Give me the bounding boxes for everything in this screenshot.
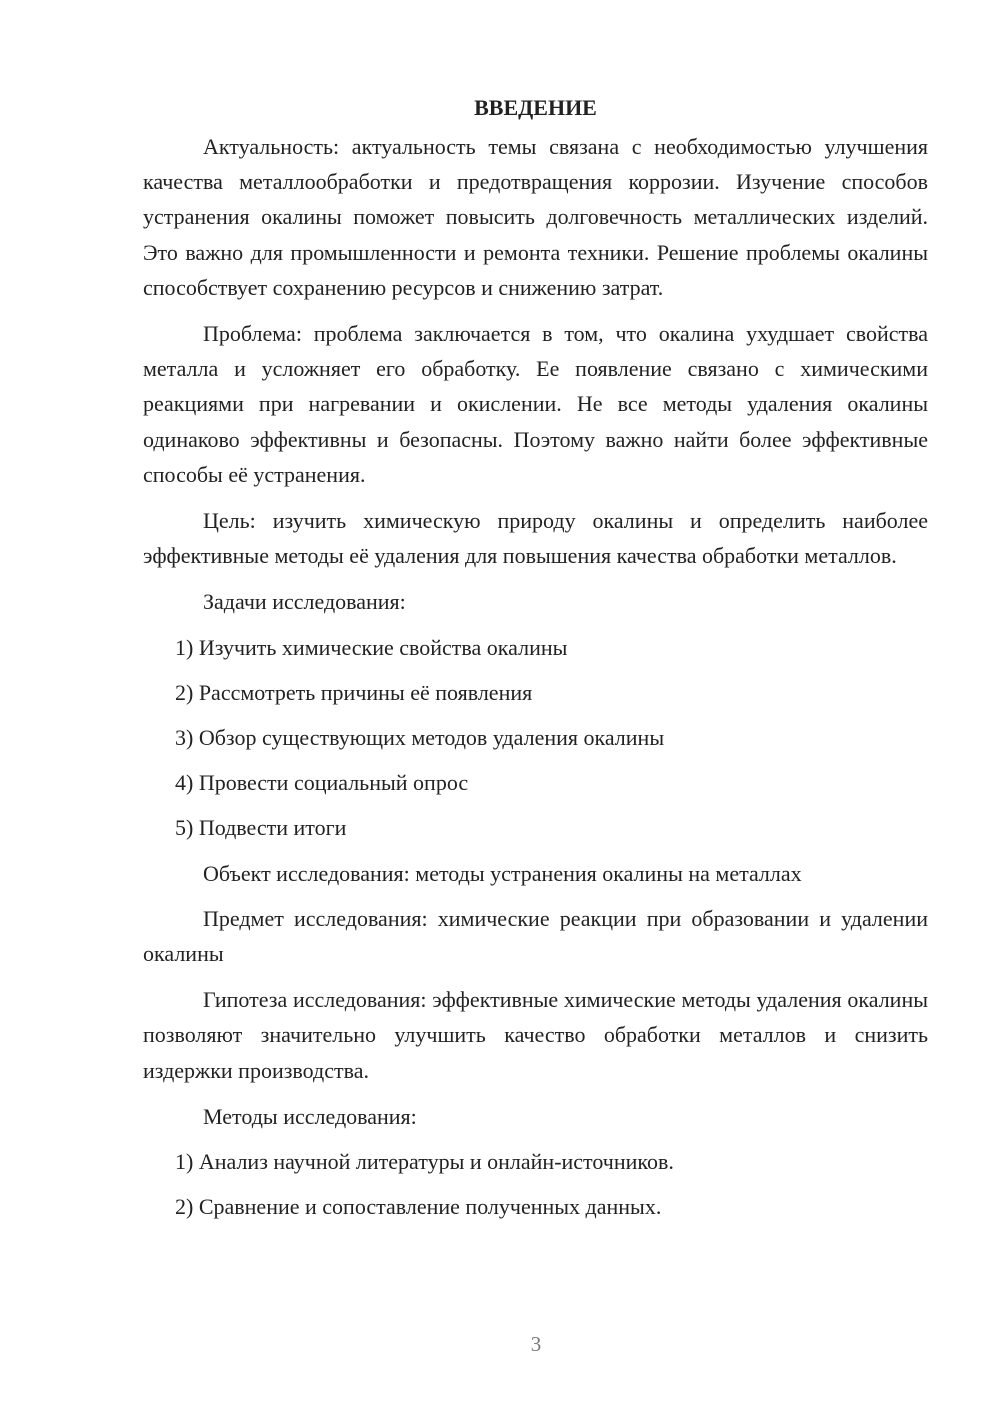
- method-item: 1) Анализ научной литературы и онлайн-источников.: [175, 1149, 674, 1175]
- task-item: 5) Подвести итоги: [175, 815, 347, 841]
- methods-heading: Методы исследования:: [203, 1103, 417, 1129]
- subject-paragraph: Предмет исследования: химические реакции при образовании и удалении окалины: [143, 905, 928, 967]
- methods-list: [143, 1144, 928, 1224]
- hypothesis-paragraph: Гипотеза исследования: эффективные химические методы удаления окалины позволяют значительно улучшить качество обработки металлов и снизить издержки производства.: [143, 987, 928, 1083]
- tasks-list: [143, 630, 928, 846]
- task-item: 4) Провести социальный опрос: [175, 770, 469, 796]
- tasks-heading: Задачи исследования:: [203, 589, 406, 615]
- relevance-paragraph: Актуальность: актуальность темы связана с необходимостью улучшения качества металлообработки и предотвращения коррозии. Изучение способов устранения окалины поможет повысить долговечность металлических изделий. Это важно для промышленности и ремонта техники. Решение проблемы окалины способствует сохранению ресурсов и снижению затрат.: [143, 134, 928, 300]
- document-page: [143, 90, 928, 1234]
- task-item: 1) Изучить химические свойства окалины: [175, 634, 568, 660]
- task-item: 3) Обзор существующих методов удаления окалины: [175, 725, 665, 751]
- goal-paragraph: Цель: изучить химическую природу окалины и определить наиболее эффективные методы её удаления для повышения качества обработки металлов.: [143, 508, 928, 569]
- page-number: 3: [530, 1332, 542, 1356]
- problem-paragraph: Проблема: проблема заключается в том, что окалина ухудшает свойства металла и усложняет его обработку. Ее появление связано с химическими реакциями при нагревании и окислении. Не все методы удаления окалины одинаково эффективны и безопасны. Поэтому важно найти более эффективные способы её устранения.: [143, 321, 928, 487]
- object-line: Объект исследования: методы устранения окалины на металлах: [203, 860, 802, 886]
- method-item: 2) Сравнение и сопоставление полученных данных.: [175, 1194, 662, 1220]
- task-item: 2) Рассмотреть причины её появления: [175, 679, 533, 705]
- page-title: ВВЕДЕНИЕ: [474, 95, 597, 120]
